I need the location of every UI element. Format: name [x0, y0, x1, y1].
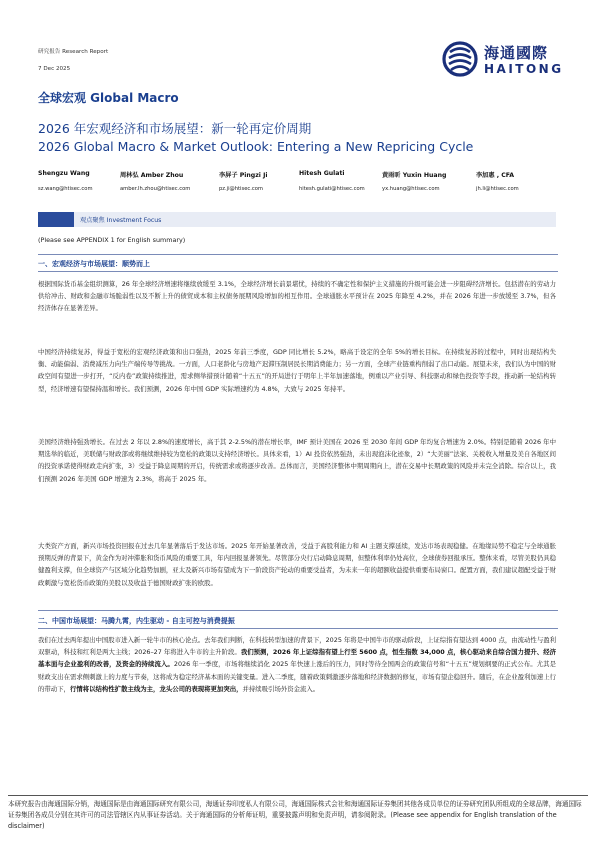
section-1-paragraph-3: 美国经济维持强劲增长。在过去 2 年以 2.8%的速度增长，高于其 2-2.5%的潜在增长率，IMF 预计美国在 2026 至 2030 年间 GDP 年均复合增速为 2.0%。特别是随着 2026 年中期选举的临近，美联储与财政部或将继续维持较为宽松的政策以支持经济增长。具体来看，1）AI 投资依然强劲，未出现泡沫化迹象，2）“大美丽”法案、关税收入增量及美自各地区间的投资承诺使得财政走向扩张，3）受益于降息周期的开启，传统需求或将逐步改善。总体而言，美国经济整体中期周期向上，潜在交易中长期政策的风险并未完全消除。综合以上，我们预测 2026 年美国 GDP 增速为 2.3%，将高于 2025 年。	[38, 438, 556, 483]
logo-text-cn: 海通國際	[484, 44, 549, 62]
title-en: 2026 Global Macro & Market Outlook: Entering a New Repricing Cycle	[38, 139, 474, 154]
section-2-text-a: 我们在过去两年提出中国股市进入新一轮牛市的核心论点。去年我们判断，在科技转型加速的背景下，2025 年将是中国牛市的驱动阶段，上证综指有望达到 4000 点，由流动性与盈利双驱动，科技和红利是两大主线；2026–27 年将进入牛市的主升阶段。	[38, 636, 556, 657]
section-1-heading: 一、宏观经济与市场展望：顺势而上	[38, 260, 150, 268]
footer-rule	[8, 795, 588, 796]
analyst-name: 黄雨昕 Yuxin Huang	[382, 172, 447, 179]
title-cn: 2026 年宏观经济和市场展望：新一轮再定价周期	[38, 121, 312, 136]
section-2-outlook-bold: 行情将以结构性扩散主线为主，龙头公司的表现将更加突出，	[69, 684, 243, 693]
section-1-paragraph-2: 中国经济持续复苏，得益于宽松的宏观经济政策和出口强劲，2025 年前三季度，GDP 同比增长 5.2%，略高于设定的全年 5%的增长目标。在持续复苏的过程中，同时出现结构失衡、动能偏弱、消费减压力向生产端传导等挑战。一方面，人口老龄化与房地产迟滞压制居民长期消费能力；另一方面，全球产业链重构削弱了出口动能。展望未来，我们认为中国的财政空间有望进一步打开，“反内卷”政策持续推进，需求侧举措预计随着“十五五”的开局进行于明年上半年加速落地，例重以产业引导、科技驱动和绿色投资等手段，推动新一轮结构转型，经济增速有望保持温和增长。我们预测，2026 年中国 GDP 实际增速约为 4.8%，大致与 2025 年持平。	[38, 348, 556, 393]
section-1-paragraph-1: 根据国际货币基金组织测算，26 年全球经济增速将继续放缓至 3.1%，全球经济增长前景堪忧，持续的不确定性和保护主义措施的升级可能会进一步阻碍经济增长。包括潜在的劳动力供给冲击、财政和金融市场脆弱性以及不断上升的债贸成本和主权债务展期风险增加的相互作用。全球通胀水平预计在 2025 年降至 4.2%，并在 2026 年进一步放缓至 3.7%，但各经济体存在显著差异。	[38, 280, 556, 313]
section-2-text-e: 并持续吸引场外资金流入。	[242, 684, 320, 693]
analyst-email[interactable]: amber.lh.zhou@htisec.com	[120, 186, 191, 192]
section-2-paragraph-1	[38, 634, 556, 695]
section-2-text-c: 2026 年一季度，市场将继续消化 2025 年快速上涨后的压力，同时等待全国两会的政策信号和“十五五”规划纲要的正式公布。尤其是财政支出在需求侧刺激上的力度与节奏，这将成为稳定经济基本面的关键变量。进入二季度，随着政策刺激逐步落地和经济数据的修复，市场有望企稳回升。随后，在企业盈利加速上行的带动下，	[38, 660, 556, 693]
section-2-top-rule	[38, 610, 558, 611]
analyst-name: 李屏子 Pingzi Ji	[219, 172, 268, 179]
analyst-name: 李加惠 , CFA	[476, 172, 515, 179]
logo-text-en: HAITONG	[484, 62, 564, 76]
section-tag: 全球宏观 Global Macro	[38, 91, 179, 105]
report-date: 7 Dec 2025	[38, 66, 71, 72]
analyst-email[interactable]: yx.huang@htisec.com	[382, 186, 440, 192]
analyst-2	[120, 170, 220, 192]
analyst-5	[382, 170, 482, 192]
section-2-bottom-rule	[38, 628, 558, 629]
investment-focus-accent	[38, 212, 74, 227]
footer-disclaimer: 本研究报告由海通国际分销，海通国际是由海通国际研究有限公司，海通证券印度私人有限公司，海通国际株式会社和海通国际证券集团其他各成员单位的证券研究团队所组成的全球品牌，海通国际证券集团各成员分别在其许可的司法管辖区内从事证券活动。关于海通国际的分析师证明，重要披露声明和免责声明，请参阅附录。(Please see appendix for English translation of the disclaimer)	[8, 800, 582, 830]
analyst-name: 周林弘 Amber Zhou	[120, 172, 184, 179]
section-1-top-rule	[38, 254, 558, 255]
section-1-paragraph-4: 大类资产方面，新兴市场投资回报在过去几年显著落后于发达市场。2025 年开始显著改善，受益于高股利能力和 AI 主题支撑延续，发达市场表现稳健。在地缘局势不稳定与全球通胀预期反弹的背景下，黄金作为对冲滞胀和货币风险的重要工具，年内回报显著领先。尽管部分央行启动降息周期，但整体利率仍处高位，全球债券回报承压。整体来看，尽管美股仍具稳健盈利支撑，但全球资产与区域分化趋势加剧，亚太及新兴市场有望成为下一阶段资产轮动的重要受益者，为未来一年的超额收益提供重要布局窗口。配置方面，我们建议超配受益于财政刺激与宽松货币政策的美股以及收益于德国财政扩张的欧股。	[38, 542, 556, 587]
analyst-email[interactable]: jh.li@htisec.com	[476, 186, 519, 192]
analyst-email[interactable]: sz.wang@htisec.com	[38, 186, 93, 192]
appendix-note: (Please see APPENDIX 1 for English summary)	[38, 236, 186, 244]
analyst-email[interactable]: pz.ji@htisec.com	[219, 186, 263, 192]
haitong-emblem-icon	[442, 40, 478, 78]
report-type-label: 研究报告 Research Report	[38, 49, 109, 55]
analyst-email[interactable]: hitesh.gulati@htisec.com	[299, 186, 365, 192]
haitong-logo	[442, 38, 564, 82]
section-2-forecast-bold: 我们预测，2026 年上证综指有望上行至 5600 点，恒生指数 34,000 点，核心驱动来自综合国力提升、经济基本面与企业盈利的改善，及资金的持续流入。	[38, 648, 557, 669]
analyst-name: Shengzu Wang	[38, 170, 90, 177]
analyst-name: Hitesh Gulati	[299, 170, 345, 177]
investment-focus-label: 观点聚焦 Investment Focus	[80, 217, 162, 224]
analyst-6	[476, 170, 556, 192]
section-1-bottom-rule	[38, 271, 558, 272]
section-2-heading: 二、中国市场展望：马腾九霄，内生驱动 - 自主可控与消费提振	[38, 617, 235, 625]
